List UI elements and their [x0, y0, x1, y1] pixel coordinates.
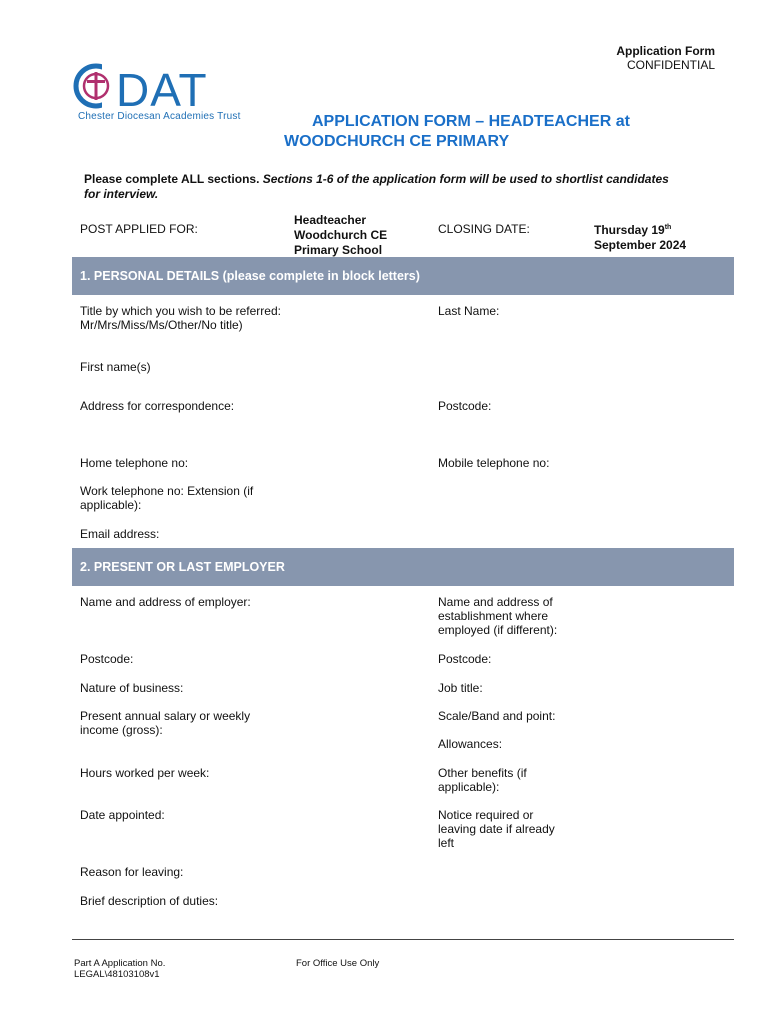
reason-for-leaving-label: Reason for leaving:	[80, 865, 184, 879]
instructions	[84, 172, 684, 201]
logo-wordmark: DAT	[116, 64, 208, 116]
header-info	[616, 44, 715, 72]
footer-part-a-line-1: Part A Application No.	[74, 958, 166, 969]
other-benefits-label: Other benefits (if applicable):	[438, 766, 527, 794]
mobile-telephone-label: Mobile telephone no:	[438, 456, 550, 470]
first-names-label: First name(s)	[80, 360, 151, 374]
salary-label: Present annual salary or weekly income (gross):	[80, 709, 251, 737]
post-value-line-3: Primary School	[294, 243, 383, 257]
title-line-1: APPLICATION FORM – HEADTEACHER at	[312, 113, 630, 130]
section-1-heading: 1. PERSONAL DETAILS (please complete in block letters)	[72, 257, 734, 295]
hours-label: Hours worked per week:	[80, 766, 210, 780]
notice-label: Notice required or leaving date if already left	[438, 808, 555, 850]
home-telephone-label: Home telephone no:	[80, 456, 189, 470]
postcode-label: Postcode:	[438, 399, 492, 413]
closing-date-value	[594, 220, 686, 253]
post-label: POST APPLIED FOR:	[80, 222, 198, 236]
employer-name-label: Name and address of employer:	[80, 595, 251, 609]
title-field-label: Title by which you wish to be referred: Mr/Mrs/Miss/Ms/Other/No title)	[80, 304, 281, 332]
instructions-part-2: Sections 1-6 of the application form will be used to shortlist candidates for interview.	[84, 172, 669, 201]
scale-band-label: Scale/Band and point:	[438, 709, 556, 723]
instructions-part-1: Please complete ALL sections.	[84, 172, 260, 186]
closing-date-line-2: September 2024	[594, 238, 687, 252]
nature-of-business-label: Nature of business:	[80, 681, 184, 695]
last-name-label: Last Name:	[438, 304, 500, 318]
closing-date-line-1: Thursday 19	[594, 223, 665, 237]
email-label: Email address:	[80, 527, 160, 541]
duties-label: Brief description of duties:	[80, 894, 219, 908]
establishment-postcode-label: Postcode:	[438, 652, 492, 666]
confidential-label: CONFIDENTIAL	[626, 58, 715, 72]
post-value-line-1: Headteacher	[294, 213, 367, 227]
post-value	[294, 213, 387, 258]
section-2-heading: 2. PRESENT OR LAST EMPLOYER	[72, 548, 734, 586]
footer-office-use: For Office Use Only	[296, 958, 380, 969]
address-label: Address for correspondence:	[80, 399, 235, 413]
establishment-label: Name and address of establishment where employed (if different):	[438, 595, 558, 637]
logo-subtitle: Chester Diocesan Academies Trust	[78, 111, 241, 122]
footer-part-a	[74, 958, 165, 980]
closing-date-sup: th	[664, 224, 672, 231]
form-label: Application Form	[616, 44, 715, 58]
post-value-line-2: Woodchurch CE	[294, 228, 388, 242]
employer-postcode-label: Postcode:	[80, 652, 134, 666]
work-telephone-label: Work telephone no: Extension (if applicable):	[80, 484, 254, 512]
closing-date-label: CLOSING DATE:	[438, 222, 530, 236]
footer-divider	[72, 939, 734, 940]
footer-part-a-line-2: LEGAL\48103108v1	[74, 969, 160, 980]
allowances-label: Allowances:	[438, 737, 503, 751]
job-title-label: Job title:	[438, 681, 483, 695]
date-appointed-label: Date appointed:	[80, 808, 165, 822]
title-line-2: WOODCHURCH CE PRIMARY	[284, 133, 510, 150]
